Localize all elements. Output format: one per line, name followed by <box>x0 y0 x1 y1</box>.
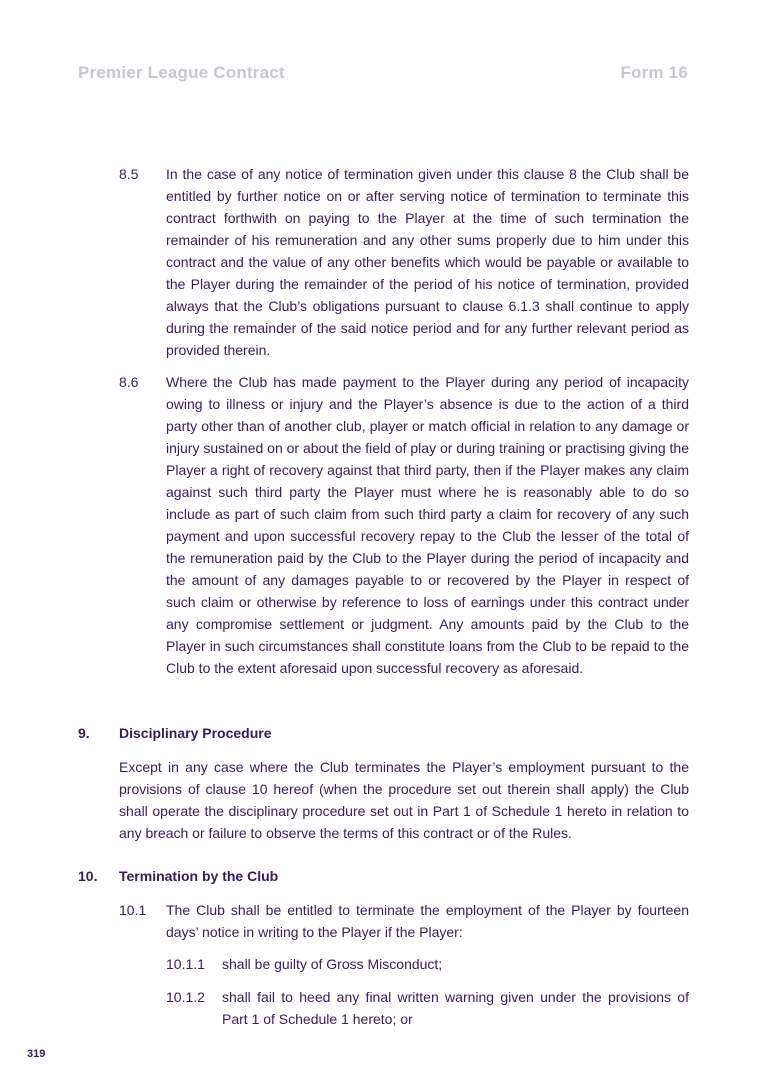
clause-text: Where the Club has made payment to the Player during any period of incapacity owing to illness or injury and the Player’s absence is due to the action of a third party other than of another club, player or match official in relation to any damage or injury sustained on or about the field of play or during training or practising giving the Player a right of recovery against that third party, then if the Player makes any claim against such third party the Player must where he is reasonably able to do so include as part of such claim from such third party a claim for recovery of any such payment and upon successful recovery repay to the Club the lesser of the total of the remuneration paid by the Club to the Player during the period of incapacity and the amount of any damages payable to or recovered by the Player in respect of such claim or otherwise by reference to loss of earnings under this contract under any compromise settlement or judgment. Any amounts paid by the Club to the Player in such circumstances shall constitute loans from the Club to be repaid to the Club to the extent aforesaid upon successful recovery as aforesaid. <box>166 374 689 676</box>
clause-number: 10.1 <box>119 902 147 918</box>
clause-text: shall be guilty of Gross Misconduct; <box>222 956 443 972</box>
clause-10-1 <box>119 899 689 943</box>
section-title: Disciplinary Procedure <box>119 725 272 741</box>
section-9-body: Except in any case where the Club terminates the Player’s employment pursuant to the provisions of clause 10 hereof (when the procedure set out therein shall apply) the Club shall operate the disciplinary procedure set out in Part 1 of Schedule 1 hereto in relation to any breach or failure to observe the terms of this contract or of the Rules. <box>119 759 689 841</box>
clause-8-6 <box>119 371 689 679</box>
clause-number: 8.6 <box>119 374 139 390</box>
page-number: 319 <box>27 1048 46 1060</box>
clause-number: 10.1.1 <box>166 956 205 972</box>
clause-10-1-1 <box>166 953 689 975</box>
clause-text: In the case of any notice of termination given under this clause 8 the Club shall be entitled by further notice on or after serving notice of termination to terminate this contract forthwith on paying to the Player at the time of such termination the remainder of his remuneration and any other sums properly due to him under this contract and the value of any other benefits which would be payable or available to the Player during the remainder of the period of his notice of termination, provided always that the Club’s obligations pursuant to clause 6.1.3 shall continue to apply during the remainder of the said notice period and for any further relevant period as provided therein. <box>166 166 689 358</box>
clause-text: shall fail to heed any final written warning given under the provisions of Part 1 of Schedule 1 hereto; or <box>222 989 689 1027</box>
running-header-title: Premier League Contract <box>78 63 285 82</box>
section-title: Termination by the Club <box>119 868 279 884</box>
clause-number: 10.1.2 <box>166 989 205 1005</box>
clause-8-5 <box>119 163 689 361</box>
section-number: 10. <box>78 868 98 884</box>
running-header-form: Form 16 <box>620 63 688 82</box>
clause-text: The Club shall be entitled to terminate the employment of the Player by fourteen days’ notice in writing to the Player if the Player: <box>166 902 689 940</box>
clause-10-1-2 <box>166 986 689 1030</box>
clause-number: 8.5 <box>119 166 139 182</box>
section-10-heading <box>78 865 689 887</box>
section-9-heading <box>78 722 689 744</box>
section-number: 9. <box>78 725 90 741</box>
